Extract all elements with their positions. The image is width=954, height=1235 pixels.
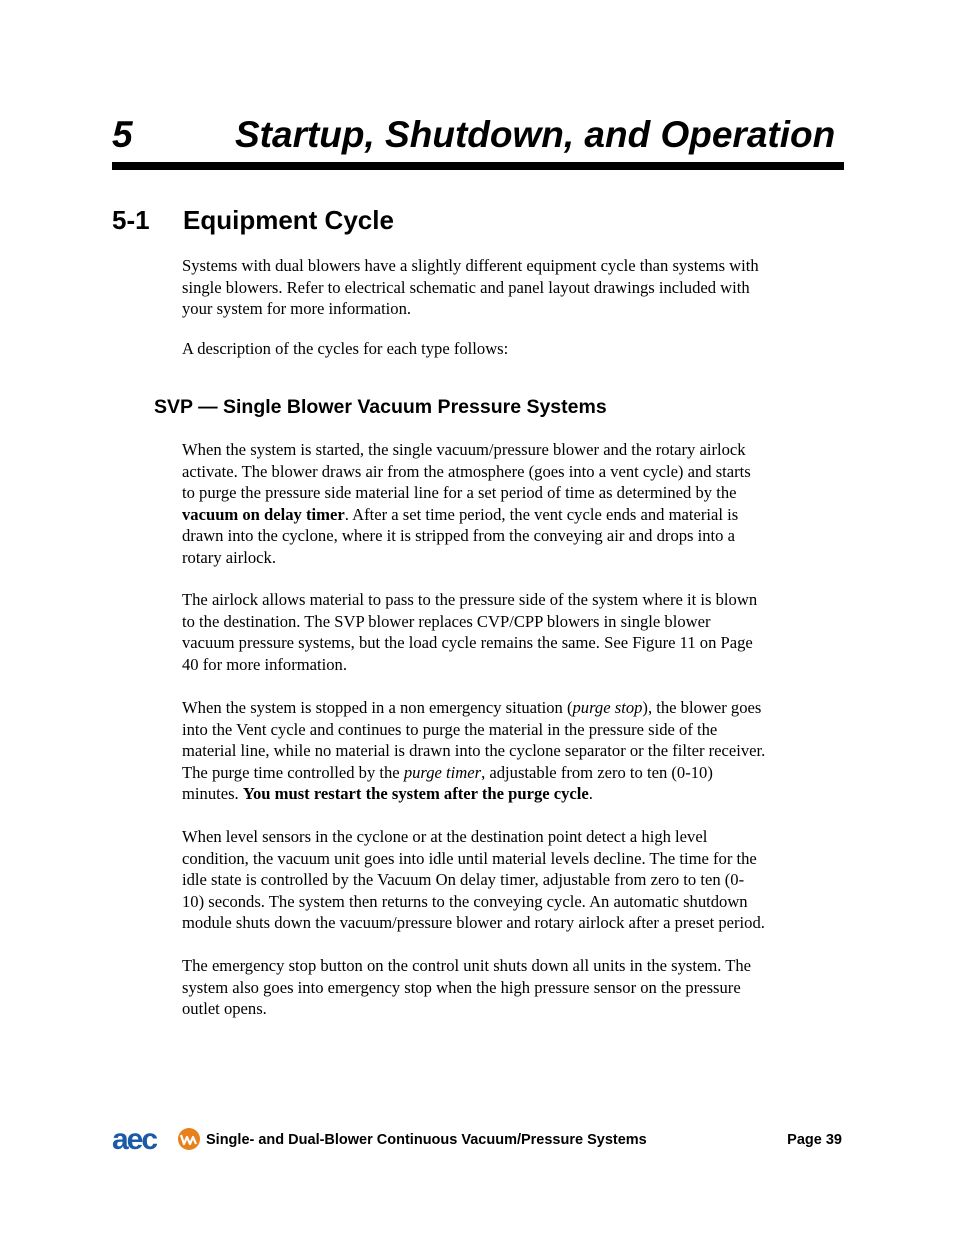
text-run: . [588,784,593,803]
text-run: The purge time controlled by the [182,762,404,782]
logo-text: aec [112,1124,157,1154]
page-number: Page 39 [787,1132,842,1148]
svp-paragraph-2 [182,589,847,675]
chapter-number: 5 [112,114,133,155]
text-line: 40 for more information. [182,654,347,674]
text-line [182,697,847,719]
subsection-heading: SVP — Single Blower Vacuum Pressure Systems [154,396,607,418]
text-line: A description of the cycles for each type follows: [182,339,509,358]
footer-title: Single- and Dual-Blower Continuous Vacuum/Pressure Systems [206,1132,647,1148]
text-line: your system for more information. [182,299,412,318]
svp-paragraph-1 [182,439,847,568]
section-heading [112,203,394,237]
intro-paragraph-2 [182,338,847,360]
text-line: activate. The blower draws air from the atmosphere (goes into a vent cycle) and starts [182,461,751,481]
intro-paragraph-1 [182,255,847,320]
emphasis-italic: purge stop [572,698,643,717]
emphasis-bold: vacuum on delay timer [182,504,345,524]
text-run: , adjustable from zero to ten (0-10) [481,762,713,782]
text-run: When the system is stopped in a non emergency situation ( [182,698,573,717]
text-line: The emergency stop button on the control unit shuts down all units in the system. The [182,956,752,975]
text-run: minutes. [182,784,243,803]
text-run: ), the blower goes [642,698,762,717]
text-line: system also goes into emergency stop when the high pressure sensor on the pressure [182,977,741,997]
emphasis-italic: purge timer [403,762,482,782]
text-run: . After a set time period, the vent cycle ends and material is [344,504,739,524]
aec-logo [112,1124,204,1154]
text-line: vacuum pressure systems, but the load cycle remains the same. See Figure 11 on Page [182,633,753,652]
text-line: to the destination. The SVP blower replaces CVP/CPP blowers in single blower [182,611,711,631]
section-number: 5-1 [112,205,150,235]
text-line: 10) seconds. The system then returns to the conveying cycle. An automatic shutdown [182,891,748,911]
text-line: The airlock allows material to pass to the pressure side of the system where it is blown [182,590,758,609]
text-line: outlet opens. [182,999,267,1018]
text-line [182,783,847,805]
text-line: idle state is controlled by the Vacuum On delay timer, adjustable from zero to ten (0- [182,870,745,889]
text-line [182,762,847,784]
chapter-title: Startup, Shutdown, and Operation [235,114,836,155]
svp-paragraph-3 [182,697,847,805]
svp-paragraph-4 [182,826,847,934]
text-line: single blowers. Refer to electrical schematic and panel layout drawings included with [182,277,750,297]
section-title: Equipment Cycle [183,205,394,235]
text-line: material line, while no material is drawn into the cyclone separator or the filter receiver. [182,741,766,760]
text-line: When the system is started, the single vacuum/pressure blower and the rotary airlock [182,440,746,459]
text-line: drawn into the cyclone, where it is stripped from the conveying air and drops into a [182,526,735,545]
text-line: rotary airlock. [182,547,276,567]
text-line: When level sensors in the cyclone or at the destination point detect a high level [182,827,708,846]
text-line [182,504,847,526]
emphasis-bold: You must restart the system after the purge cycle [242,784,589,803]
svp-paragraph-5 [182,955,847,1020]
text-line: into the Vent cycle and continues to purge the material in the pressure side of the [182,719,718,739]
text-line: module shuts down the vacuum/pressure blower and rotary airlock after a preset period. [182,913,765,932]
page-footer [112,1124,844,1154]
text-line: condition, the vacuum unit goes into idle until material levels decline. The time for the [182,848,757,868]
text-line: Systems with dual blowers have a slightly different equipment cycle than systems with [182,256,759,275]
chapter-heading [112,112,844,170]
text-line: to purge the pressure side material line for a set period of time as determined by the [182,483,737,502]
